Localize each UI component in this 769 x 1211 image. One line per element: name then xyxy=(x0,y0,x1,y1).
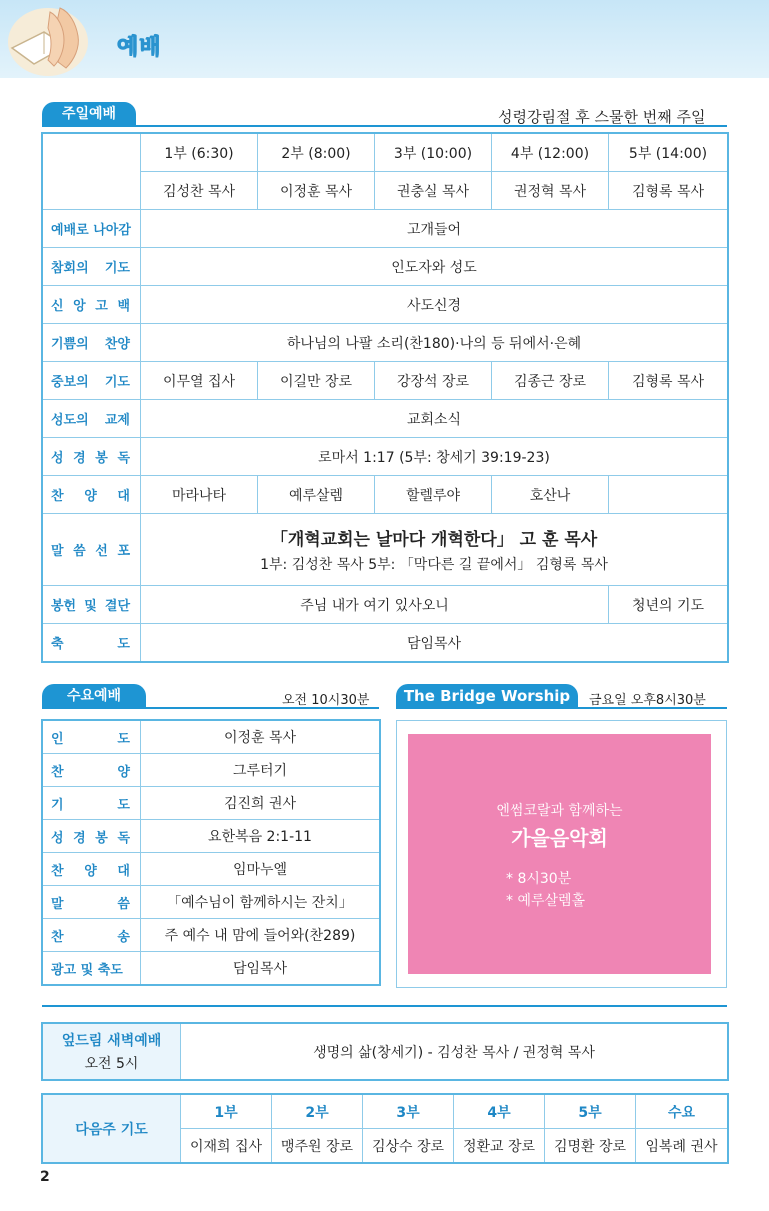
service-minister: 권정혁 목사 xyxy=(492,172,609,210)
row-label-approach: 예배로 나아감 xyxy=(43,210,141,248)
dawn-label-title: 엎드림 새벽예배 xyxy=(61,1033,162,1049)
dawn-label-time: 오전 5시 xyxy=(84,1056,139,1072)
row-label-benediction: 축 도 xyxy=(43,624,141,662)
service-time: 3부 (10:00) xyxy=(375,134,492,172)
row-label-fellowship: 성도의 교제 xyxy=(43,400,141,438)
choir-cell: 예루살렘 xyxy=(258,476,375,514)
next-week-name: 정환교 장로 xyxy=(454,1129,545,1163)
next-week-label: 다음주 기도 xyxy=(43,1095,181,1163)
row-label-choir: 찬 양 대 xyxy=(43,476,141,514)
wed-value: 이정훈 목사 xyxy=(141,721,380,754)
wed-value: 요한복음 2:1-11 xyxy=(141,820,380,853)
next-week-name: 임복례 권사 xyxy=(636,1129,728,1163)
row-label-offering: 봉헌 및 결단 xyxy=(43,586,141,624)
wed-label: 찬 양 대 xyxy=(43,853,141,886)
wed-label: 광고 및 축도 xyxy=(43,952,141,985)
bridge-worship-pill: The Bridge Worship xyxy=(396,684,578,708)
wed-label: 성 경 봉 독 xyxy=(43,820,141,853)
wed-value: 그루터기 xyxy=(141,754,380,787)
row-label-scripture: 성 경 봉 독 xyxy=(43,438,141,476)
wednesday-worship-table xyxy=(42,720,380,985)
wed-value: 담임목사 xyxy=(141,952,380,985)
choir-cell: 호산나 xyxy=(492,476,609,514)
row-value-scripture: 로마서 1:17 (5부: 창세기 39:19-23) xyxy=(141,438,728,476)
wed-value: 김진희 권사 xyxy=(141,787,380,820)
intercession-cell: 이길만 장로 xyxy=(258,362,375,400)
choir-cell xyxy=(609,476,728,514)
next-week-name: 김상수 장로 xyxy=(363,1129,454,1163)
row-value-creed: 사도신경 xyxy=(141,286,728,324)
wed-label: 기 도 xyxy=(43,787,141,820)
poster-bullet-place: * 예루살렘홀 xyxy=(506,893,586,909)
wednesday-worship-pill: 수요예배 xyxy=(42,684,146,708)
sunday-worship-table xyxy=(42,133,728,662)
service-minister: 권충실 목사 xyxy=(375,172,492,210)
wednesday-time: 오전 10시30분 xyxy=(282,693,370,708)
offering-extra: 청년의 기도 xyxy=(609,586,728,624)
sermon-title: 「개혁교회는 날마다 개혁한다」 고 훈 목사 xyxy=(270,530,598,550)
sunday-worship-pill: 주일예배 xyxy=(42,102,136,126)
wed-label: 찬 양 xyxy=(43,754,141,787)
row-value-offering: 주님 내가 여기 있사오니 xyxy=(141,586,609,624)
next-week-name: 맹주원 장로 xyxy=(272,1129,363,1163)
intercession-cell: 김종근 장로 xyxy=(492,362,609,400)
concert-poster xyxy=(408,734,711,974)
corner-cell xyxy=(43,134,141,210)
next-week-header: 5부 xyxy=(545,1095,636,1129)
next-week-header: 수요 xyxy=(636,1095,728,1129)
poster-bullet-time: * 8시30분 xyxy=(506,871,572,887)
service-time: 1부 (6:30) xyxy=(141,134,258,172)
choir-cell: 마라나타 xyxy=(141,476,258,514)
wed-value: 임마누엘 xyxy=(141,853,380,886)
service-time: 5부 (14:00) xyxy=(609,134,728,172)
wed-label: 인 도 xyxy=(43,721,141,754)
row-value-praise: 하나님의 나팔 소리(찬180)·나의 등 뒤에서·은혜 xyxy=(141,324,728,362)
bridge-time: 금요일 오후8시30분 xyxy=(589,693,706,708)
poster-subtitle: 엔썸코랄과 함께하는 xyxy=(496,803,623,819)
section-separator xyxy=(42,1005,727,1007)
wed-label: 말 씀 xyxy=(43,886,141,919)
row-value-approach: 고개들어 xyxy=(141,210,728,248)
row-label-creed: 신 앙 고 백 xyxy=(43,286,141,324)
service-minister: 이정훈 목사 xyxy=(258,172,375,210)
next-week-header: 1부 xyxy=(181,1095,272,1129)
poster-title: 가을음악회 xyxy=(511,826,608,850)
service-minister: 김형록 목사 xyxy=(609,172,728,210)
row-value-fellowship: 교회소식 xyxy=(141,400,728,438)
dawn-label xyxy=(43,1024,181,1080)
next-week-header: 3부 xyxy=(363,1095,454,1129)
intercession-cell: 이무열 집사 xyxy=(141,362,258,400)
service-time: 2부 (8:00) xyxy=(258,134,375,172)
intercession-cell: 김형록 목사 xyxy=(609,362,728,400)
row-value-confession: 인도자와 성도 xyxy=(141,248,728,286)
choir-cell: 할렐루야 xyxy=(375,476,492,514)
page-title: 예배 xyxy=(117,35,162,60)
intercession-cell: 강장석 장로 xyxy=(375,362,492,400)
row-label-intercession: 중보의 기도 xyxy=(43,362,141,400)
dawn-value: 생명의 삶(창세기) - 김성찬 목사 / 권정혁 목사 xyxy=(181,1024,728,1080)
service-minister: 김성찬 목사 xyxy=(141,172,258,210)
dawn-worship-table xyxy=(42,1023,728,1080)
next-week-prayer-table xyxy=(42,1094,728,1163)
row-value-benediction: 담임목사 xyxy=(141,624,728,662)
sermon-subline: 1부: 김성찬 목사 5부: 「막다른 길 끝에서」 김형록 목사 xyxy=(260,557,608,573)
page-number: 2 xyxy=(40,1169,50,1185)
wed-label: 찬 송 xyxy=(43,919,141,952)
row-label-praise: 기쁨의 찬양 xyxy=(43,324,141,362)
row-label-confession: 참회의 기도 xyxy=(43,248,141,286)
wed-value: 주 예수 내 맘에 들어와(찬289) xyxy=(141,919,380,952)
next-week-name: 김명환 장로 xyxy=(545,1129,636,1163)
next-week-header: 2부 xyxy=(272,1095,363,1129)
praying-hands-bible-icon xyxy=(4,2,96,76)
wed-value: 「예수님이 함께하시는 잔치」 xyxy=(141,886,380,919)
row-label-sermon: 말 씀 선 포 xyxy=(43,514,141,586)
sunday-subtitle: 성령강림절 후 스물한 번째 주일 xyxy=(498,108,706,126)
service-time: 4부 (12:00) xyxy=(492,134,609,172)
header-bar xyxy=(0,0,769,78)
next-week-name: 이재희 집사 xyxy=(181,1129,272,1163)
next-week-header: 4부 xyxy=(454,1095,545,1129)
row-value-sermon xyxy=(141,514,728,586)
